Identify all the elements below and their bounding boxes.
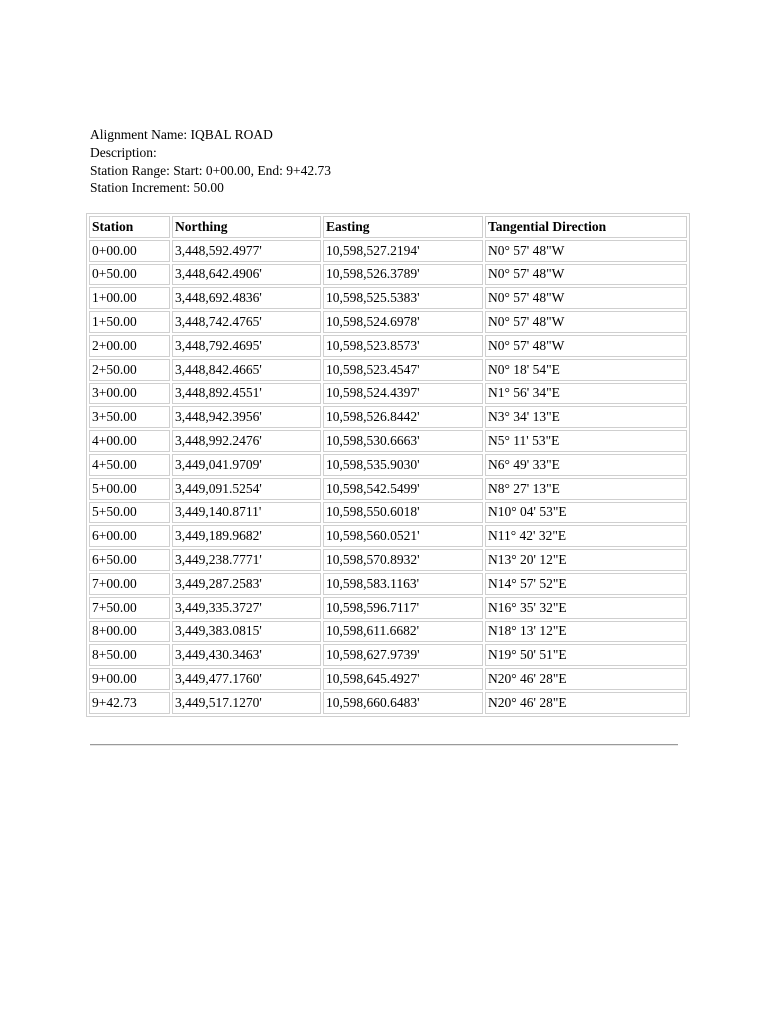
northing-cell: 3,449,140.8711' [172,502,321,524]
station-cell: 4+50.00 [89,454,170,476]
table-row [89,644,687,666]
easting-cell: 10,598,523.8573' [323,335,483,357]
station-cell: 2+00.00 [89,335,170,357]
table-body [89,240,687,714]
easting-cell: 10,598,526.3789' [323,264,483,286]
direction-cell: N19° 50' 51"E [485,644,687,666]
northing-cell: 3,448,742.4765' [172,311,321,333]
northing-cell: 3,448,642.4906' [172,264,321,286]
table-row [89,668,687,690]
station-table [86,213,690,717]
table-header-row [89,216,687,238]
table-row [89,311,687,333]
northing-cell: 3,448,842.4665' [172,359,321,381]
northing-cell: 3,449,041.9709' [172,454,321,476]
station-cell: 3+50.00 [89,406,170,428]
table-row [89,240,687,262]
easting-cell: 10,598,550.6018' [323,502,483,524]
table-row [89,502,687,524]
northing-cell: 3,448,992.2476' [172,430,321,452]
northing-cell: 3,449,383.0815' [172,621,321,643]
easting-cell: 10,598,525.5383' [323,287,483,309]
northing-cell: 3,449,335.3727' [172,597,321,619]
northing-cell: 3,448,592.4977' [172,240,321,262]
direction-cell: N11° 42' 32"E [485,525,687,547]
direction-cell: N0° 57' 48"W [485,264,687,286]
station-cell: 7+00.00 [89,573,170,595]
easting-cell: 10,598,627.9739' [323,644,483,666]
table-row [89,573,687,595]
easting-cell: 10,598,542.5499' [323,478,483,500]
direction-cell: N0° 57' 48"W [485,311,687,333]
easting-cell: 10,598,570.8932' [323,549,483,571]
direction-cell: N16° 35' 32"E [485,597,687,619]
station-cell: 5+50.00 [89,502,170,524]
direction-cell: N3° 34' 13"E [485,406,687,428]
station-cell: 4+00.00 [89,430,170,452]
direction-cell: N20° 46' 28"E [485,668,687,690]
northing-cell: 3,449,091.5254' [172,478,321,500]
table-row [89,454,687,476]
direction-cell: N8° 27' 13"E [485,478,687,500]
column-header-tangential-direction: Tangential Direction [485,216,687,238]
easting-cell: 10,598,526.8442' [323,406,483,428]
station-range: Station Range: Start: 0+00.00, End: 9+42.73 [90,162,331,178]
table-row [89,359,687,381]
station-cell: 0+50.00 [89,264,170,286]
column-header-easting: Easting [323,216,483,238]
easting-cell: 10,598,524.4397' [323,383,483,405]
direction-cell: N13° 20' 12"E [485,549,687,571]
northing-cell: 3,448,792.4695' [172,335,321,357]
northing-cell: 3,448,942.3956' [172,406,321,428]
station-cell: 8+50.00 [89,644,170,666]
direction-cell: N6° 49' 33"E [485,454,687,476]
direction-cell: N5° 11' 53"E [485,430,687,452]
station-cell: 9+42.73 [89,692,170,714]
station-cell: 6+00.00 [89,525,170,547]
table-row [89,597,687,619]
station-cell: 8+00.00 [89,621,170,643]
easting-cell: 10,598,524.6978' [323,311,483,333]
station-table-container [86,213,690,717]
table-row [89,287,687,309]
northing-cell: 3,449,287.2583' [172,573,321,595]
station-cell: 1+50.00 [89,311,170,333]
easting-cell: 10,598,527.2194' [323,240,483,262]
easting-cell: 10,598,596.7117' [323,597,483,619]
direction-cell: N10° 04' 53"E [485,502,687,524]
table-row [89,525,687,547]
table-row [89,621,687,643]
easting-cell: 10,598,535.9030' [323,454,483,476]
table-row [89,478,687,500]
description: Description: [90,144,157,160]
alignment-name: Alignment Name: IQBAL ROAD [90,127,273,142]
direction-cell: N0° 57' 48"W [485,240,687,262]
northing-cell: 3,449,477.1760' [172,668,321,690]
northing-cell: 3,448,692.4836' [172,287,321,309]
table-row [89,335,687,357]
station-cell: 6+50.00 [89,549,170,571]
table-row [89,264,687,286]
table-row [89,383,687,405]
northing-cell: 3,449,430.3463' [172,644,321,666]
northing-cell: 3,449,238.7771' [172,549,321,571]
direction-cell: N18° 13' 12"E [485,621,687,643]
horizontal-divider [90,744,678,746]
station-increment: Station Increment: 50.00 [90,180,224,196]
easting-cell: 10,598,611.6682' [323,621,483,643]
column-header-station: Station [89,216,170,238]
column-header-northing: Northing [172,216,321,238]
easting-cell: 10,598,530.6663' [323,430,483,452]
table-row [89,692,687,714]
station-cell: 5+00.00 [89,478,170,500]
station-cell: 7+50.00 [89,597,170,619]
direction-cell: N0° 18' 54"E [485,359,687,381]
direction-cell: N0° 57' 48"W [485,335,687,357]
easting-cell: 10,598,523.4547' [323,359,483,381]
easting-cell: 10,598,583.1163' [323,573,483,595]
direction-cell: N1° 56' 34"E [485,383,687,405]
easting-cell: 10,598,560.0521' [323,525,483,547]
station-cell: 1+00.00 [89,287,170,309]
northing-cell: 3,448,892.4551' [172,383,321,405]
easting-cell: 10,598,645.4927' [323,668,483,690]
table-row [89,406,687,428]
station-cell: 3+00.00 [89,383,170,405]
direction-cell: N0° 57' 48"W [485,287,687,309]
direction-cell: N20° 46' 28"E [485,692,687,714]
station-cell: 2+50.00 [89,359,170,381]
northing-cell: 3,449,189.9682' [172,525,321,547]
table-row [89,430,687,452]
easting-cell: 10,598,660.6483' [323,692,483,714]
station-cell: 9+00.00 [89,668,170,690]
station-cell: 0+00.00 [89,240,170,262]
direction-cell: N14° 57' 52"E [485,573,687,595]
report-header [90,126,331,197]
table-row [89,549,687,571]
northing-cell: 3,449,517.1270' [172,692,321,714]
